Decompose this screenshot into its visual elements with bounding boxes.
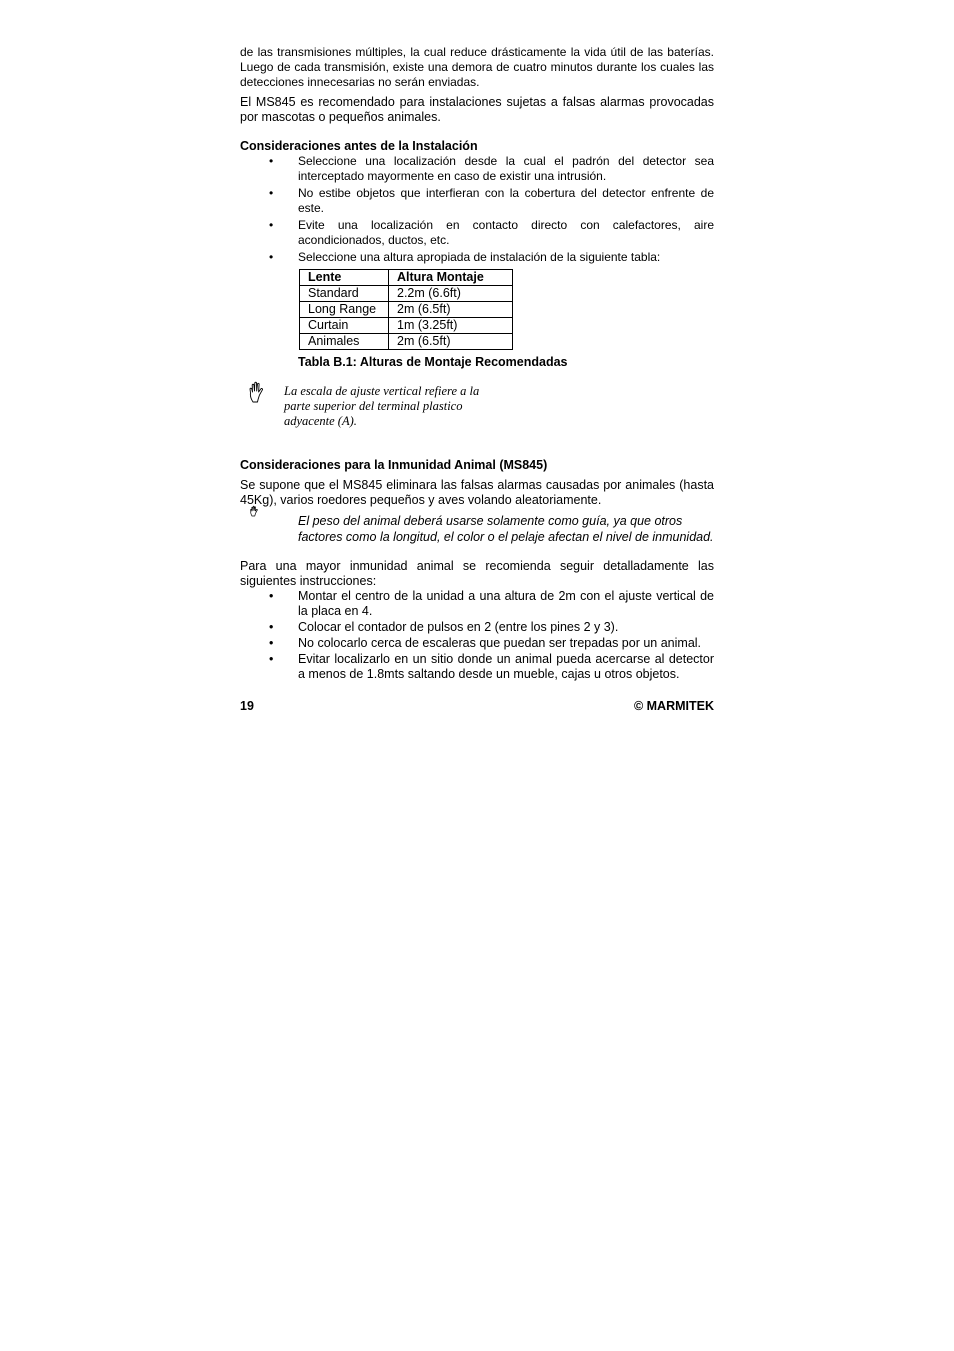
table-cell: 1m (3.25ft) bbox=[389, 318, 513, 334]
table-row bbox=[300, 318, 513, 334]
list-item: • Colocar el contador de pulsos en 2 (entre los pines 2 y 3). bbox=[240, 620, 714, 635]
mounting-height-table bbox=[299, 269, 513, 350]
table-caption: Tabla B.1: Alturas de Montaje Recomendadas bbox=[298, 355, 568, 369]
list-item: • Seleccione una altura apropiada de instalación de la siguiente tabla: bbox=[240, 250, 714, 265]
table-header-row bbox=[300, 270, 513, 286]
hand-icon bbox=[249, 505, 260, 517]
immunity-paragraph-2: Para una mayor inmunidad animal se recomienda seguir detalladamente las siguientes instrucciones: bbox=[240, 559, 714, 588]
list-item: • Evite una localización en contacto directo con calefactores, aire acondicionados, ductos, etc. bbox=[240, 218, 714, 248]
immunity-list bbox=[240, 589, 714, 682]
intro-paragraph-2: El MS845 es recomendado para instalaciones sujetas a falsas alarmas provocadas por mascotas o pequeños animales. bbox=[240, 95, 714, 124]
note-vertical-scale bbox=[240, 384, 714, 428]
note-text: La escala de ajuste vertical refiere a la parte superior del terminal plastico adyacente (A). bbox=[284, 384, 480, 428]
list-item: • Seleccione una localización desde la cual el padrón del detector sea interceptado mayormente en caso de existir una intrusión. bbox=[240, 154, 714, 184]
installation-list bbox=[240, 154, 714, 265]
list-item: • No estibe objetos que interfieran con la cobertura del detector enfrente de este. bbox=[240, 186, 714, 216]
intro-paragraph-1: de las transmisiones múltiples, la cual reduce drásticamente la vida útil de las baterías. Luego de cada transmisión, existe una demora de cuatro minutos durante los cuales las detecciones innecesarias no serán enviadas. bbox=[240, 45, 714, 89]
page-number: 19 bbox=[240, 699, 254, 713]
list-item: • No colocarlo cerca de escaleras que puedan ser trepadas por un animal. bbox=[240, 636, 714, 651]
table-header-cell: Altura Montaje bbox=[389, 270, 513, 286]
table-cell: Animales bbox=[300, 334, 389, 350]
table-cell: 2m (6.5ft) bbox=[389, 302, 513, 318]
table-row bbox=[300, 334, 513, 350]
copyright-notice: © MARMITEK bbox=[633, 699, 714, 713]
table-cell: Standard bbox=[300, 286, 389, 302]
section-heading-animal-immunity: Consideraciones para la Inmunidad Animal (MS845) bbox=[240, 458, 548, 472]
table-cell: 2m (6.5ft) bbox=[389, 334, 513, 350]
table-row bbox=[300, 286, 513, 302]
list-item: • Montar el centro de la unidad a una altura de 2m con el ajuste vertical de la placa en 4. bbox=[240, 589, 714, 619]
page-footer bbox=[240, 699, 714, 714]
table-cell: 2.2m (6.6ft) bbox=[389, 286, 513, 302]
table-row bbox=[300, 302, 513, 318]
note-text: El peso del animal deberá usarse solamente como guía, ya que otros factores como la longitud, el color o el pelaje afectan el nivel de inmunidad. bbox=[298, 514, 714, 544]
table-cell: Curtain bbox=[300, 318, 389, 334]
section-heading-installation: Consideraciones antes de la Instalación bbox=[240, 139, 478, 153]
table-cell: Long Range bbox=[300, 302, 389, 318]
immunity-paragraph-1: Se supone que el MS845 eliminara las falsas alarmas causadas por animales (hasta 45Kg), varios roedores pequeños y aves volando aleatoriamente. bbox=[240, 478, 714, 507]
document-page bbox=[240, 45, 714, 714]
list-item: • Evitar localizarlo en un sitio donde un animal pueda acercarse al detector a menos de 1.8mts saltando desde un mueble, cajas u otros objetos. bbox=[240, 652, 714, 682]
hand-icon bbox=[248, 380, 270, 404]
note-animal-weight bbox=[240, 513, 714, 545]
table-header-cell: Lente bbox=[300, 270, 389, 286]
